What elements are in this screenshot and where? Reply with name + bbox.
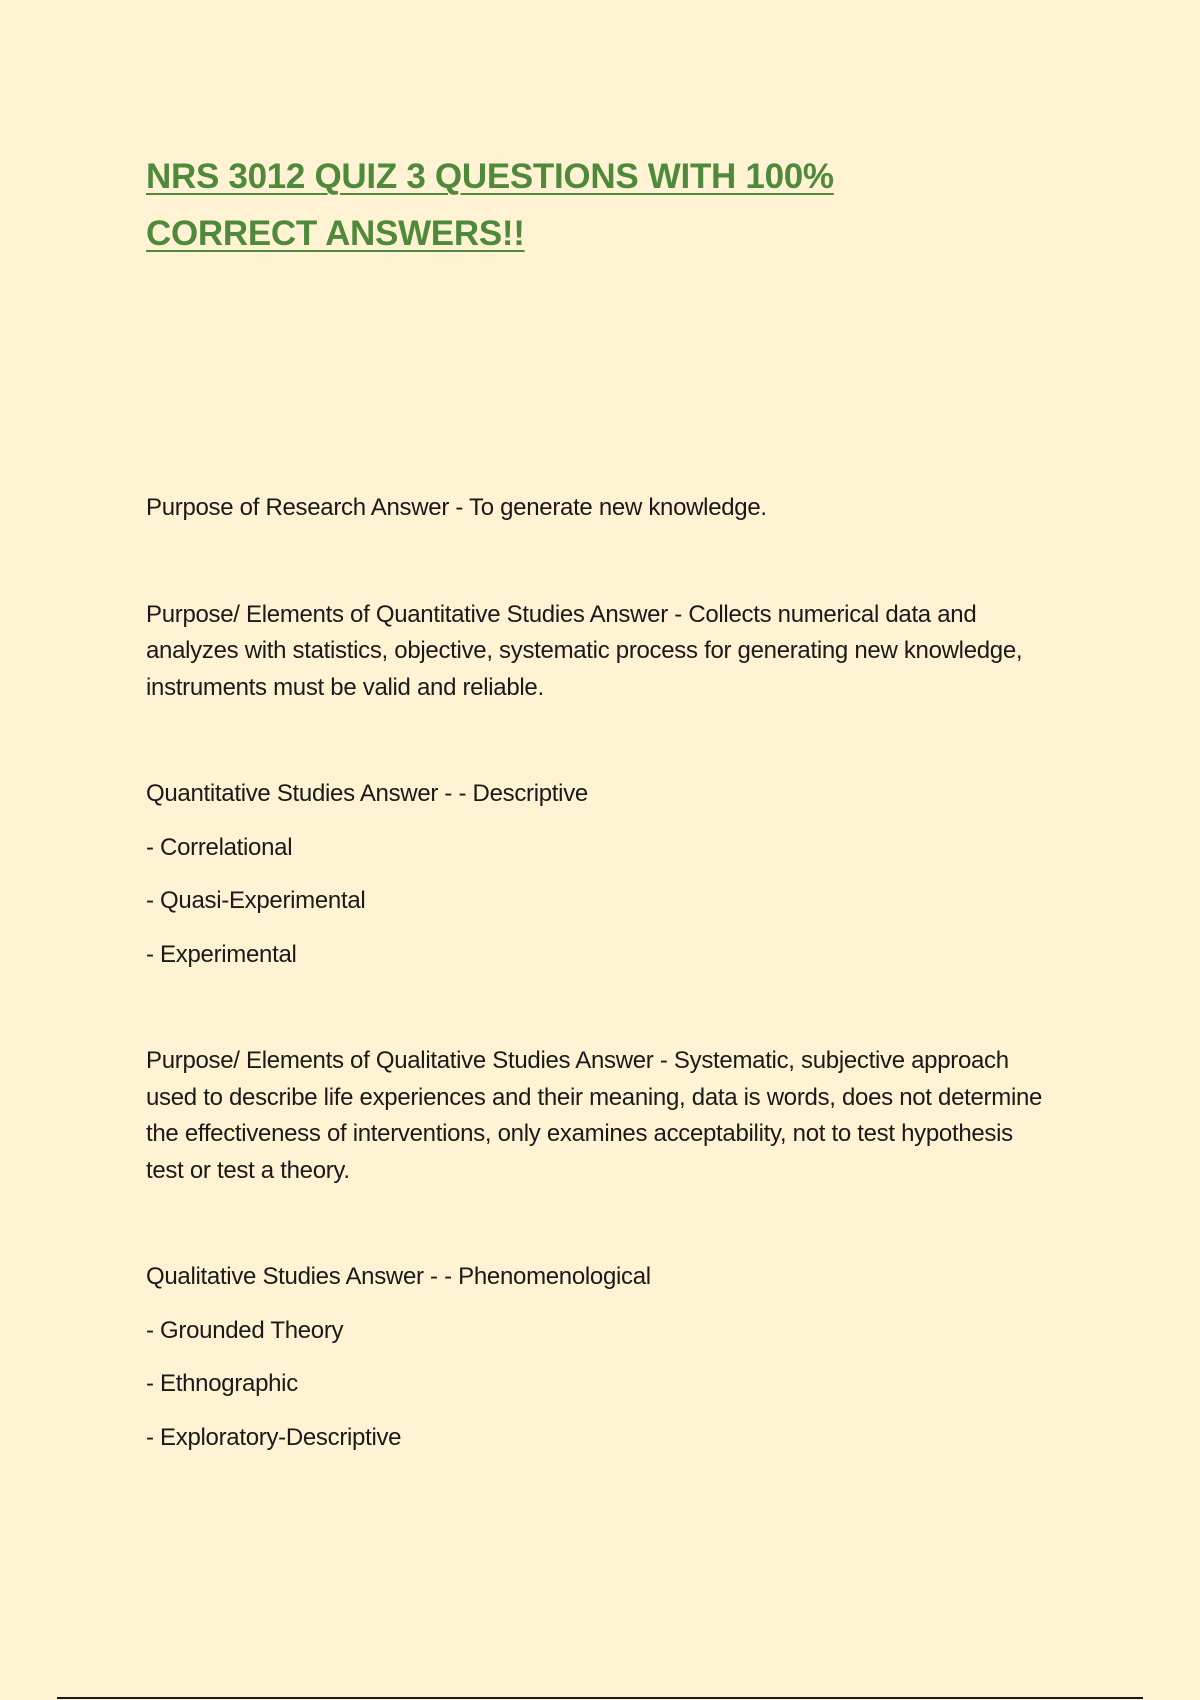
list-item: Qualitative Studies Answer - - Phenomenological xyxy=(146,1263,651,1290)
qa-qualitative-purpose: Purpose/ Elements of Qualitative Studies Answer - Systematic, subjective approach used to describe life experiences and their meaning, data is words, does not determine the effectiveness of interventions, only examines acceptability, not to test hypothesis test or test a theory. xyxy=(146,1047,1043,1184)
list-item: - Correlational xyxy=(146,833,293,861)
qa-qualitative-studies xyxy=(146,1259,1046,1456)
list-item: Quantitative Studies Answer - - Descriptive xyxy=(146,780,588,807)
title-line-1: NRS 3012 QUIZ 3 QUESTIONS WITH 100% xyxy=(146,157,834,196)
document-title xyxy=(146,148,1046,262)
list-item: - Ethnographic xyxy=(146,1370,298,1397)
list-item: - Grounded Theory xyxy=(146,1316,344,1344)
qa-quantitative-purpose: Purpose/ Elements of Quantitative Studies Answer - Collects numerical data and analyzes with statistics, objective, systematic process for generating new knowledge, instruments must be valid and reliable. xyxy=(146,600,1023,701)
footer-divider xyxy=(57,1697,1143,1699)
document-body xyxy=(146,490,1046,1526)
list-item: - Exploratory-Descriptive xyxy=(146,1423,402,1451)
list-item: - Experimental xyxy=(146,940,297,968)
qa-purpose-of-research: Purpose of Research Answer - To generate new knowledge. xyxy=(146,494,767,521)
qa-quantitative-studies xyxy=(146,776,1046,973)
list-item: - Quasi-Experimental xyxy=(146,887,366,914)
title-line-2: CORRECT ANSWERS!! xyxy=(146,214,525,253)
